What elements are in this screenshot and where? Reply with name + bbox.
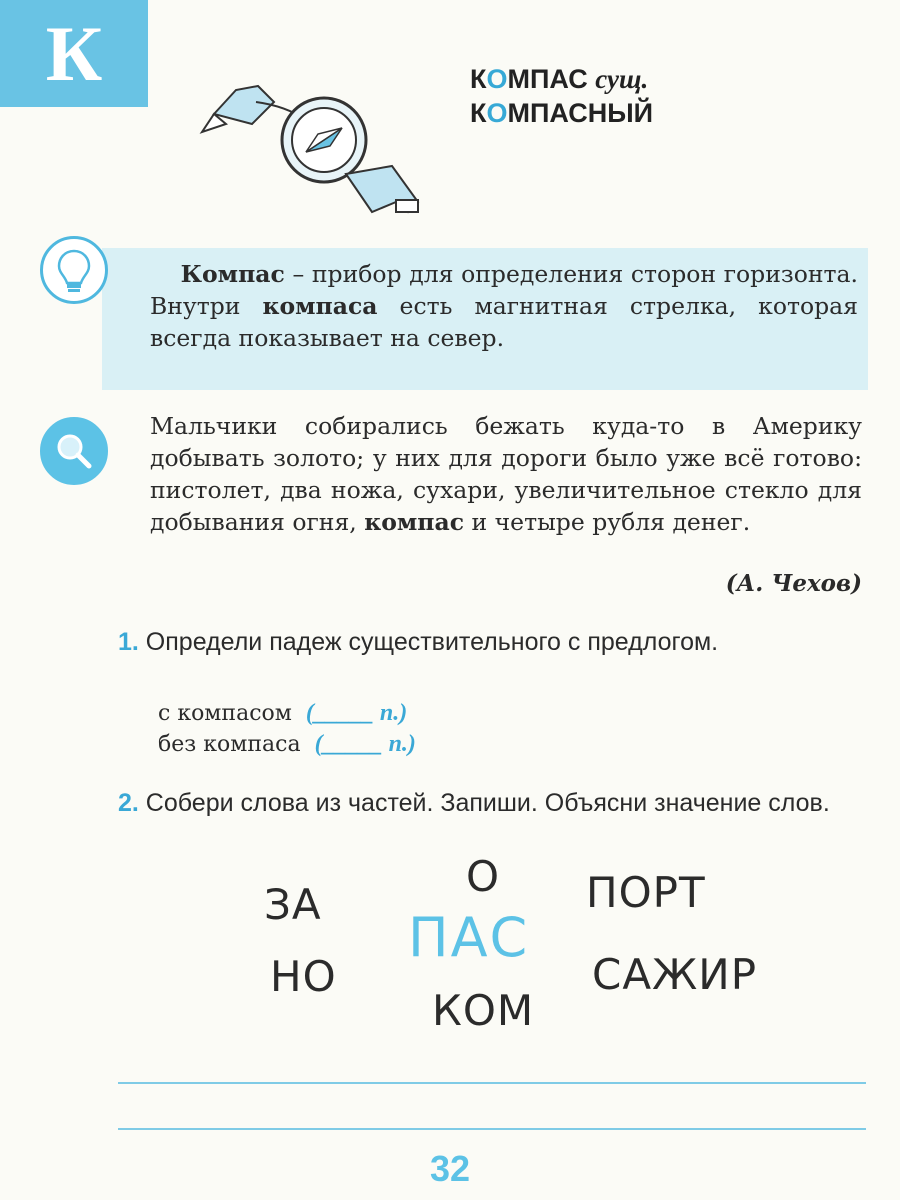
word-part-o: О xyxy=(466,852,501,901)
writing-line[interactable] xyxy=(118,1082,866,1084)
task-2 xyxy=(118,787,868,819)
word-part-port: ПОРТ xyxy=(586,868,706,917)
quote-author: (А. Чехов) xyxy=(725,570,862,597)
magnifier-icon xyxy=(40,417,108,485)
task-1 xyxy=(118,626,868,658)
word-part-pas: ПАС xyxy=(408,906,530,969)
word-part-no: НО xyxy=(270,952,337,1001)
headword-adjective: КОМПАСНЫЙ xyxy=(470,98,654,128)
page-number: 32 xyxy=(429,1148,471,1189)
headword-noun: КОМПАС сущ. xyxy=(470,64,649,94)
part-of-speech: сущ. xyxy=(595,64,649,94)
task-2-instruction: Собери слова из частей. Запиши. Объясни значение слов. xyxy=(138,789,830,817)
task-number: 2. xyxy=(118,789,139,817)
case-blank[interactable]: (_____ п.) xyxy=(314,731,416,757)
section-letter-tab: К xyxy=(0,0,148,107)
lightbulb-icon xyxy=(40,236,108,304)
headword-block xyxy=(470,62,653,130)
word-part-sazhir: САЖИР xyxy=(592,950,758,999)
literary-quote: Мальчики собирались бежать куда-то в Америку добывать золото; у них для дороги было уже всё готово: пистолет, два ножа, сухари, увеличительное стекло для добывания огня, компас и четыре рубля денег. xyxy=(150,412,862,536)
task-1-instruction: Определи падеж существительного с предлогом. xyxy=(138,628,719,656)
phrase-without-compass: без компаса (_____ п.) xyxy=(158,731,416,757)
task-number: 1. xyxy=(118,628,139,656)
word-part-kom: КОМ xyxy=(432,986,535,1035)
phrase-with-compass: с компасом (_____ п.) xyxy=(158,700,408,726)
definition-text: Компас – прибор для определения сторон горизонта. Внутри компаса есть магнитная стрелка, которая всегда показывает на север. xyxy=(150,260,858,352)
case-blank[interactable]: (_____ п.) xyxy=(305,700,408,726)
writing-line[interactable] xyxy=(118,1128,866,1130)
compass-illustration xyxy=(196,62,436,222)
word-part-za: ЗА xyxy=(264,880,322,929)
